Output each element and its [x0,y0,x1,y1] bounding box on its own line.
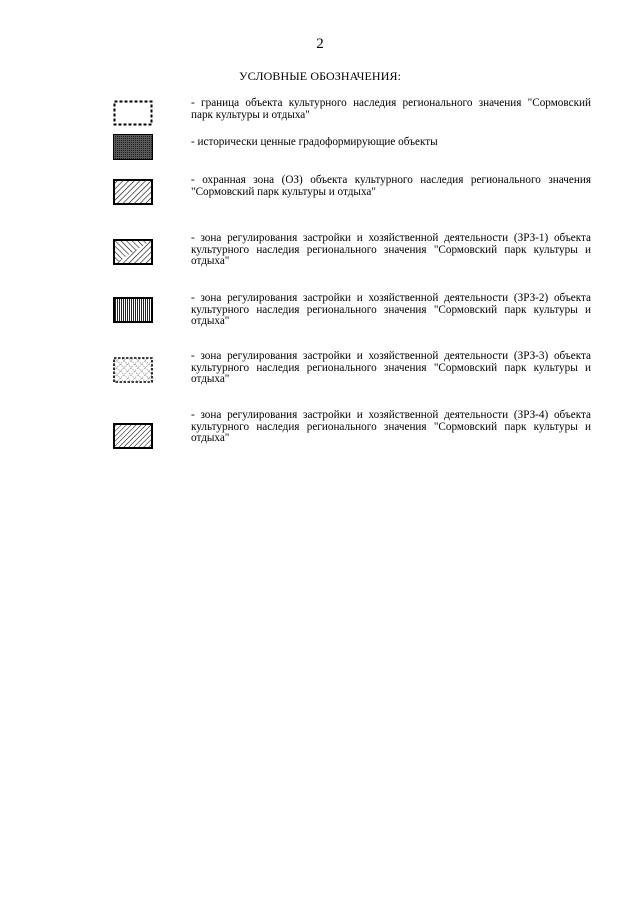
dashed-boundary-icon [113,100,153,126]
split-hatch-icon [113,239,153,265]
vertical-hatch-icon [113,297,153,323]
legend-title: УСЛОВНЫЕ ОБОЗНАЧЕНИЯ: [238,69,402,83]
cross-hatch-icon [113,357,153,383]
legend-item-text: - зона регулирования застройки и хозяйственной деятельности (ЗРЗ-2) объекта культурного наследия регионального значения "Сормовский парк культуры и отдыха" [191,292,591,327]
dark-dotted-fill-icon [113,134,153,160]
legend-item-text: - граница объекта культурного наследия регионального значения "Сормовский парк культуры и отдыха" [191,97,591,121]
page-number: 2 [316,36,324,52]
diagonal-hatch-icon [113,179,153,205]
legend-item-text: - зона регулирования застройки и хозяйственной деятельности (ЗРЗ-1) объекта культурного наследия регионального значения "Сормовский парк культуры и отдыха" [191,232,591,267]
legend-item-text: - зона регулирования застройки и хозяйственной деятельности (ЗРЗ-4) объекта культурного наследия регионального значения "Сормовский парк культуры и отдыха" [191,409,591,444]
legend-item-text: - охранная зона (ОЗ) объекта культурного наследия регионального значения "Сормовский парк культуры и отдыха" [191,174,591,198]
legend-item-text: - исторически ценные градоформирующие объекты [191,136,438,148]
legend-item-text: - зона регулирования застройки и хозяйственной деятельности (ЗРЗ-3) объекта культурного наследия регионального значения "Сормовский парк культуры и отдыха" [191,350,591,385]
fine-diagonal-hatch-icon [113,423,153,449]
